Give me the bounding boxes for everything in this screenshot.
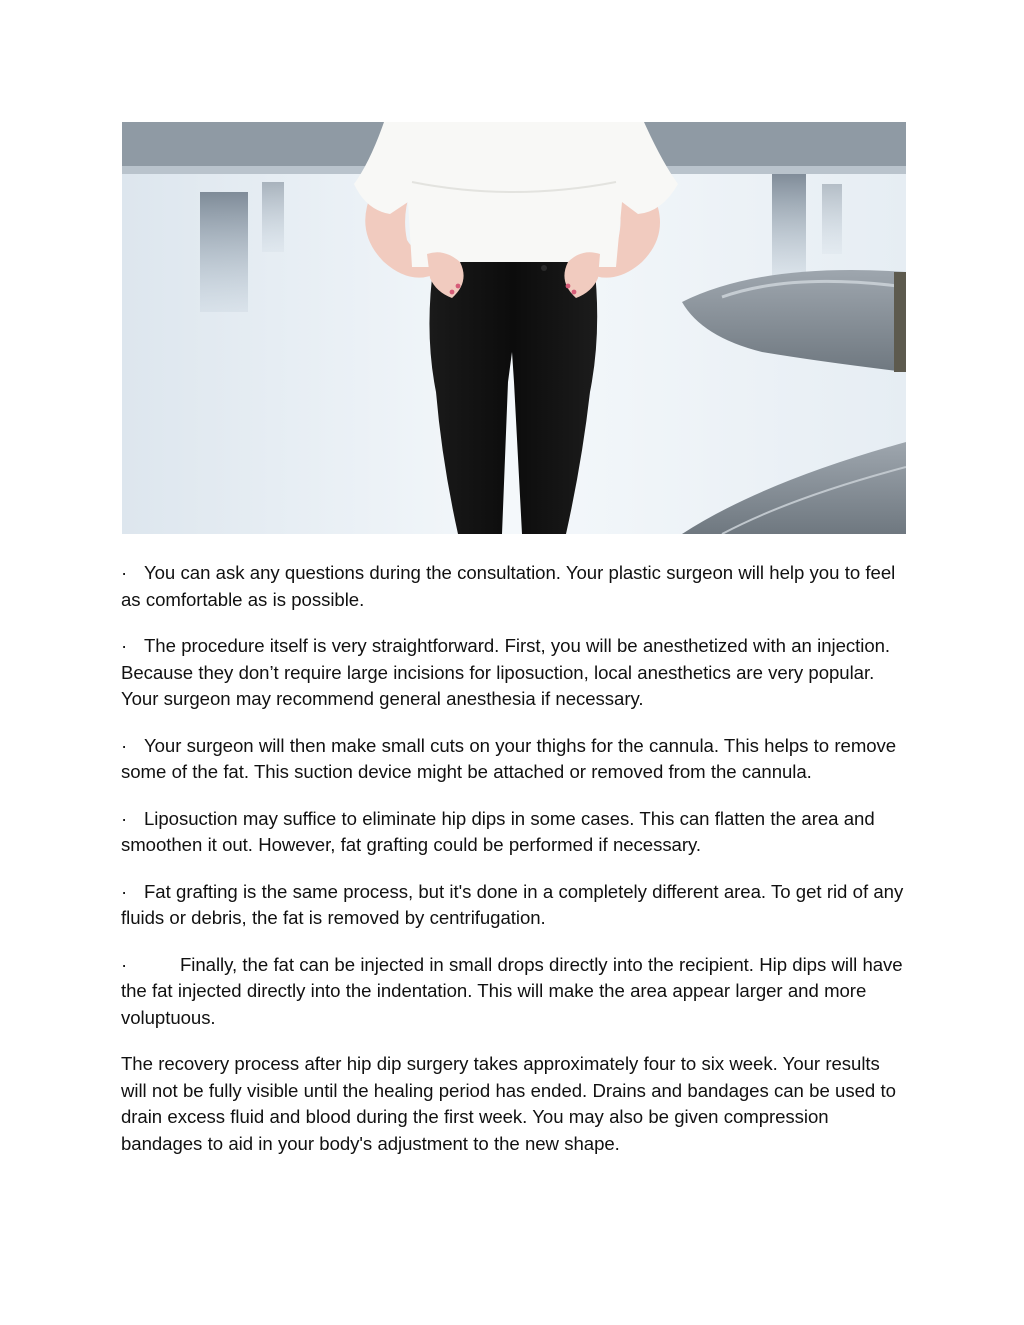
bullet-dot: · bbox=[121, 807, 128, 829]
bullet-dot: · bbox=[121, 880, 128, 902]
bullet-dot: · bbox=[121, 953, 128, 975]
bullet-dot: · bbox=[121, 562, 128, 583]
bullet-text: Liposuction may suffice to eliminate hip dips in some cases. This can flatten the area and smoothen it out. However, fat grafting could be performed if necessary. bbox=[121, 807, 875, 855]
bullet-paragraph-2 bbox=[121, 633, 907, 713]
bullet-dot: · bbox=[121, 635, 128, 656]
closing-paragraph: The recovery process after hip dip surgery takes approximately four to six week. Your results will not be fully visible until the healing period has ended. Drains and bandages can be used to drain excess fluid and blood during the first week. You may also be given compression bandages to aid in your body's adjustment to the new shape. bbox=[121, 1053, 896, 1154]
bullet-paragraph-3 bbox=[121, 733, 907, 786]
hero-photo bbox=[122, 122, 906, 534]
bullet-text: Finally, the fat can be injected in small drops directly into the recipient. Hip dips will have the fat injected directly into the indentation. This will make the area appear larger and more voluptuous. bbox=[121, 953, 903, 1028]
bullet-paragraph-1 bbox=[121, 560, 907, 613]
bullet-text: The procedure itself is very straightforward. First, you will be anesthetized with an injection. Because they don’t require large incisions for liposuction, local anesthetics are very popular. Your surgeon may recommend general anesthesia if necessary. bbox=[121, 635, 891, 709]
bullet-text: Fat grafting is the same process, but it's done in a completely different area. To get rid of any fluids or debris, the fat is removed by centrifugation. bbox=[121, 880, 904, 928]
bullet-text: You can ask any questions during the consultation. Your plastic surgeon will help you to feel as comfortable as is possible. bbox=[121, 562, 896, 610]
bullet-text: Your surgeon will then make small cuts on your thighs for the cannula. This helps to remove some of the fat. This suction device might be attached or removed from the cannula. bbox=[121, 734, 897, 782]
bullet-paragraph-6 bbox=[121, 952, 907, 1032]
bullet-paragraph-4 bbox=[121, 806, 907, 859]
article-body bbox=[121, 560, 907, 1177]
woman-photo-illustration bbox=[122, 122, 906, 534]
bullet-dot: · bbox=[121, 734, 128, 756]
bullet-paragraph-5 bbox=[121, 879, 907, 932]
